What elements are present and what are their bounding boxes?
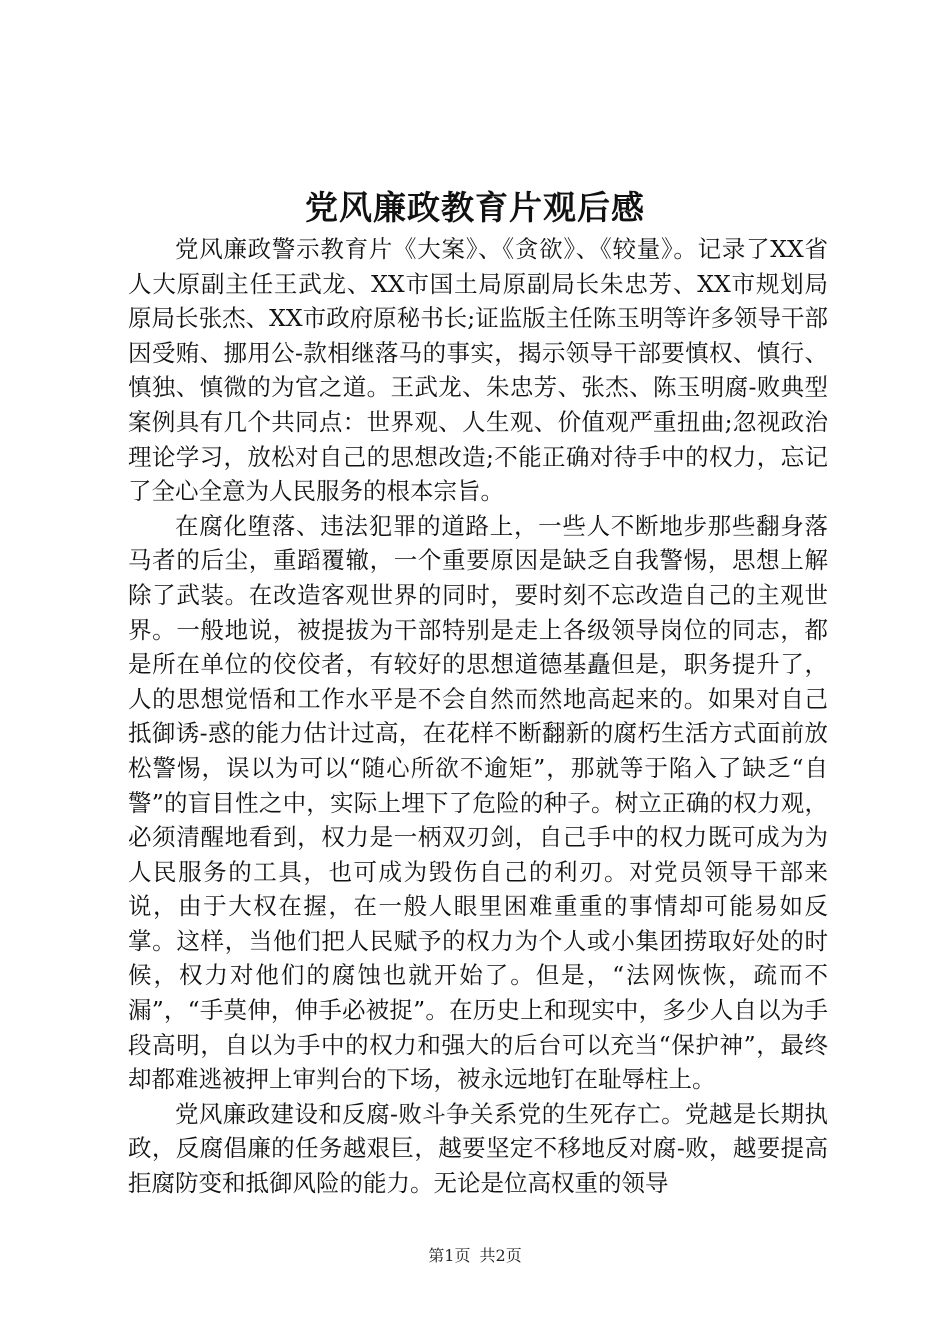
page-number-current: 第1页 [428, 1246, 471, 1265]
page-number-total: 共2页 [479, 1246, 522, 1265]
paragraph-3: 党风廉政建设和反腐-败斗争关系党的生死存亡。党越是长期执政，反腐倡廉的任务越艰巨，越要坚定不移地反对腐-败，越要提高拒腐防变和抵御风险的能力。无论是位高权重的领导 [128, 1099, 828, 1198]
paragraph-1: 党风廉政警示教育片《大案》、《贪欲》、《较量》。记录了XX省人大原副主任王武龙、XX市国土局原副局长朱忠芳、XX市规划局原局长张杰、XX市政府原秘书长;证监版主任陈玉明等许多领导干部因受贿、挪用公-款相继落马的事实，揭示领导干部要慎权、慎行、慎独、慎微的为官之道。王武龙、朱忠芳、张杰、陈玉明腐-败典型案例具有几个共同点：世界观、人生观、价值观严重扭曲;忽视政治理论学习，放松对自己的思想改造;不能正确对待手中的权力，忘记了全心全意为人民服务的根本宗旨。 [128, 235, 828, 506]
page-footer [0, 1244, 950, 1268]
document-title: 党风廉政教育片观后感 [305, 188, 645, 227]
document-body [128, 232, 828, 1201]
paragraph-2: 在腐化堕落、违法犯罪的道路上，一些人不断地步那些翻身落马者的后尘，重蹈覆辙，一个重要原因是缺乏自我警惕，思想上解除了武装。在改造客观世界的同时，要时刻不忘改造自己的主观世界。一般地说，被提拔为干部特别是走上各级领导岗位的同志，都是所在单位的佼佼者，有较好的思想道德基矗但是，职务提升了，人的思想觉悟和工作水平是不会自然而然地高起来的。如果对自己抵御诱-惑的能力估计过高，在花样不断翻新的腐朽生活方式面前放松警惕，误以为可以“随心所欲不逾矩”，那就等于陷入了缺乏“自警”的盲目性之中，实际上埋下了危险的种子。树立正确的权力观，必须清醒地看到，权力是一柄双刃剑，自己手中的权力既可成为为人民服务的工具，也可成为毁伤自己的利刃。对党员领导干部来说，由于大权在握，在一般人眼里困难重重的事情却可能易如反掌。这样，当他们把人民赋予的权力为个人或小集团捞取好处的时候，权力对他们的腐蚀也就开始了。但是，“法网恢恢，疏而不漏”，“手莫伸，伸手必被捉”。在历史上和现实中，多少人自以为手段高明，自以为手中的权力和强大的后台可以充当“保护神”，最终却都难逃被押上审判台的下场，被永远地钉在耻辱柱上。 [128, 511, 828, 1094]
